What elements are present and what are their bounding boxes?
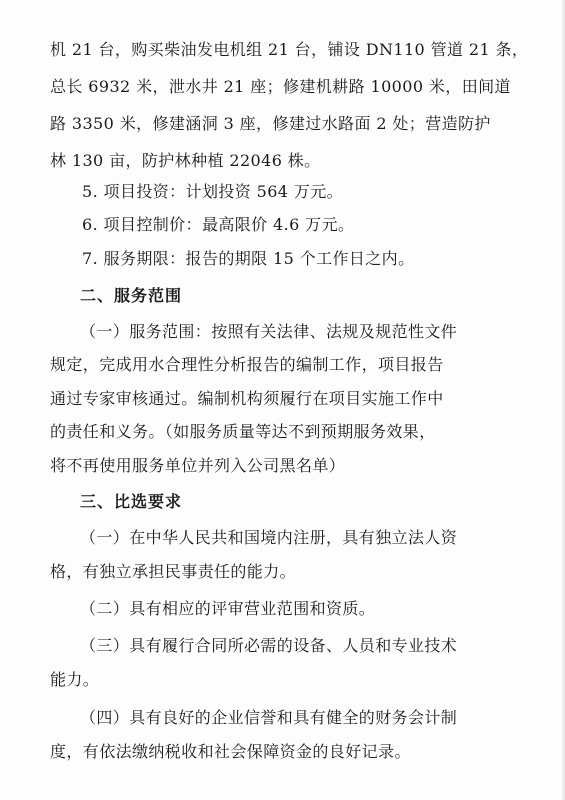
requirement-item: （一）在中华人民共和国境内注册，具有独立法人资	[80, 528, 458, 547]
body-text-line: （一）服务范围：按照有关法律、法规及规范性文件	[80, 322, 458, 341]
body-text-line: 机 21 台，购买柴油发电机组 21 台，铺设 DN110 管道 21 条，	[50, 40, 529, 59]
body-text-line: 度，有依法缴纳税收和社会保障资金的良好记录。	[50, 742, 411, 761]
body-text-line: 路 3350 米，修建涵洞 3 座，修建过水路面 2 处；营造防护	[50, 114, 491, 133]
body-text-line: 的责任和义务。（如服务质量等达不到预期服务效果，	[50, 422, 436, 441]
body-text-line: 将不再使用服务单位并列入公司黑名单）	[50, 456, 346, 475]
body-text-line: 规定，完成用水合理性分析报告的编制工作，项目报告	[50, 355, 444, 374]
control-price-item: 6. 项目控制价：最高限价 4.6 万元。	[82, 215, 355, 234]
requirement-item: （二）具有相应的评审营业范围和资质。	[80, 599, 376, 618]
requirement-item: （四）具有良好的企业信誉和具有健全的财务会计制	[80, 708, 458, 727]
body-text-line: 通过专家审核通过。编制机构须履行在项目实施工作中	[50, 389, 444, 408]
section-heading-selection-requirements: 三、比选要求	[80, 492, 183, 511]
body-text-line: 格，有独立承担民事责任的能力。	[50, 562, 297, 581]
service-period-item: 7. 服务期限：报告的期限 15 个工作日之内。	[82, 249, 415, 268]
body-text-line: 总长 6932 米，泄水井 21 座；修建机耕路 10000 米，田间道	[50, 77, 511, 96]
body-text-line: 能力。	[50, 670, 100, 689]
investment-item: 5. 项目投资：计划投资 564 万元。	[82, 182, 344, 201]
requirement-item: （三）具有履行合同所必需的设备、人员和专业技术	[80, 636, 458, 655]
section-heading-service-scope: 二、服务范围	[80, 286, 183, 305]
body-text-line: 林 130 亩，防护林种植 22046 株。	[50, 151, 321, 170]
